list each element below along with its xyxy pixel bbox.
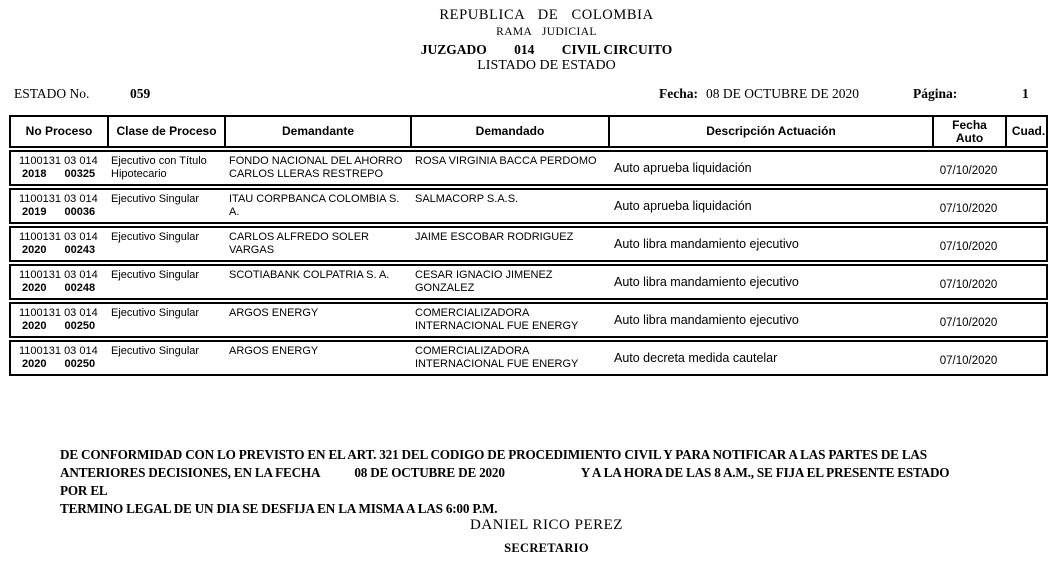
cell-cuaderno bbox=[1005, 152, 1050, 184]
col-header-descripcion: Descripción Actuación bbox=[608, 117, 932, 146]
proceso-anio-numero bbox=[19, 168, 107, 181]
cell-descripcion-actuacion: Auto aprueba liquidación bbox=[614, 198, 752, 213]
proceso-anio: 2020 bbox=[22, 282, 47, 294]
proceso-radicado: 1100131 03 014 bbox=[19, 269, 98, 281]
fecha-label: Fecha: bbox=[659, 86, 698, 101]
proceso-anio-numero bbox=[19, 320, 107, 333]
proceso-anio: 2020 bbox=[22, 358, 47, 370]
proceso-anio-numero bbox=[19, 282, 107, 295]
document-title: LISTADO DE ESTADO bbox=[477, 58, 616, 73]
estado-number-label: ESTADO No. bbox=[14, 86, 90, 101]
meta-row bbox=[0, 86, 1057, 104]
legal-notice-line1: DE CONFORMIDAD CON LO PREVISTO EN EL ART. 321 DEL CODIGO DE PROCEDIMIENTO CIVIL Y PARA NOTIFICAR A LAS PARTES DE LAS bbox=[60, 447, 927, 462]
col-header-clase: Clase de Proceso bbox=[107, 117, 224, 146]
cell-proceso bbox=[11, 152, 107, 184]
cell-clase-de-proceso: Ejecutivo Singular bbox=[111, 307, 200, 319]
cell-clase-de-proceso: Ejecutivo con Título Hipotecario bbox=[111, 155, 207, 180]
cell-descripcion-actuacion: Auto libra mandamiento ejecutivo bbox=[614, 236, 799, 251]
cell-descripcion-actuacion: Auto libra mandamiento ejecutivo bbox=[614, 312, 799, 327]
table-body bbox=[9, 150, 1048, 376]
court-type: CIVIL CIRCUITO bbox=[561, 42, 673, 57]
cell-fecha-auto: 07/10/2020 bbox=[939, 354, 998, 367]
cell-proceso bbox=[11, 266, 107, 298]
table-row bbox=[9, 226, 1048, 262]
cell-demandado: ROSA VIRGINIA BACCA PERDOMO bbox=[415, 155, 597, 167]
cell-demandante: ITAU CORPBANCA COLOMBIA S. A. bbox=[229, 193, 400, 218]
cell-clase-de-proceso: Ejecutivo Singular bbox=[111, 345, 200, 357]
fecha-value: 08 DE OCTUBRE DE 2020 bbox=[706, 86, 859, 101]
proceso-numero: 00250 bbox=[64, 320, 96, 332]
cell-descripcion-actuacion: Auto libra mandamiento ejecutivo bbox=[614, 274, 799, 289]
col-header-demandado: Demandado bbox=[410, 117, 608, 146]
cell-cuaderno bbox=[1005, 228, 1050, 260]
cell-clase-de-proceso: Ejecutivo Singular bbox=[111, 231, 200, 243]
cell-clase-de-proceso: Ejecutivo Singular bbox=[111, 269, 200, 281]
estado-table bbox=[9, 115, 1048, 376]
proceso-anio-numero bbox=[19, 244, 107, 257]
cell-cuaderno bbox=[1005, 342, 1050, 374]
table-row bbox=[9, 150, 1048, 186]
secretary-name: DANIEL RICO PEREZ bbox=[470, 517, 623, 533]
cell-fecha-auto: 07/10/2020 bbox=[939, 164, 998, 177]
legal-notice-line2-a: ANTERIORES DECISIONES, EN LA FECHA bbox=[60, 465, 321, 480]
cell-demandante: ARGOS ENERGY bbox=[229, 345, 319, 357]
cell-demandante: CARLOS ALFREDO SOLER VARGAS bbox=[229, 231, 369, 256]
proceso-numero: 00243 bbox=[64, 244, 96, 256]
proceso-numero: 00325 bbox=[64, 168, 96, 180]
col-header-cuad: Cuad. bbox=[1005, 117, 1050, 146]
proceso-radicado: 1100131 03 014 bbox=[19, 193, 98, 205]
cell-fecha-auto: 07/10/2020 bbox=[939, 202, 998, 215]
cell-proceso bbox=[11, 190, 107, 222]
pagina-value: 1 bbox=[1022, 86, 1029, 101]
pagina-label: Página: bbox=[913, 86, 958, 101]
estado-number-value: 059 bbox=[130, 86, 151, 101]
table-row bbox=[9, 302, 1048, 338]
proceso-anio: 2019 bbox=[22, 206, 47, 218]
cell-fecha-auto: 07/10/2020 bbox=[939, 240, 998, 253]
table-row bbox=[9, 340, 1048, 376]
proceso-numero: 00036 bbox=[64, 206, 96, 218]
table-row bbox=[9, 264, 1048, 300]
cell-proceso bbox=[11, 342, 107, 374]
court-number: 014 bbox=[514, 42, 535, 57]
cell-fecha-auto: 07/10/2020 bbox=[939, 278, 998, 291]
cell-cuaderno bbox=[1005, 304, 1050, 336]
proceso-anio: 2018 bbox=[22, 168, 47, 180]
cell-demandado: SALMACORP S.A.S. bbox=[415, 193, 519, 205]
proceso-anio: 2020 bbox=[22, 244, 47, 256]
proceso-radicado: 1100131 03 014 bbox=[19, 345, 98, 357]
cell-clase-de-proceso: Ejecutivo Singular bbox=[111, 193, 200, 205]
cell-demandado: COMERCIALIZADORA INTERNACIONAL FUE ENERGY bbox=[415, 307, 579, 332]
legal-notice bbox=[60, 446, 960, 518]
court-name: JUZGADO bbox=[420, 42, 487, 57]
col-header-proceso: No Proceso bbox=[25, 124, 93, 138]
table-row bbox=[9, 188, 1048, 224]
court-line bbox=[36, 41, 1057, 58]
cell-demandante: SCOTIABANK COLPATRIA S. A. bbox=[229, 269, 390, 281]
cell-demandante: FONDO NACIONAL DEL AHORRO CARLOS LLERAS RESTREPO bbox=[229, 155, 403, 180]
proceso-numero: 00250 bbox=[64, 358, 96, 370]
judicial-branch-line: RAMA JUDICIAL bbox=[496, 26, 597, 38]
republic-line: REPUBLICA DE COLOMBIA bbox=[439, 7, 654, 23]
col-header-demandante: Demandante bbox=[224, 117, 410, 146]
cell-fecha-auto: 07/10/2020 bbox=[939, 316, 998, 329]
legal-notice-fixation-date: 08 DE OCTUBRE DE 2020 bbox=[354, 465, 505, 480]
proceso-anio-numero bbox=[19, 206, 107, 219]
legal-notice-line2-b: Y A LA HORA DE LAS 8 A.M., SE FIJA EL PRESENTE ESTADO POR EL bbox=[60, 465, 950, 498]
cell-demandado: JAIME ESCOBAR RODRIGUEZ bbox=[415, 231, 574, 243]
proceso-radicado: 1100131 03 014 bbox=[19, 155, 98, 167]
secretary-title: SECRETARIO bbox=[504, 541, 589, 555]
proceso-numero: 00248 bbox=[64, 282, 96, 294]
document-header bbox=[0, 6, 1057, 74]
signature-block bbox=[0, 516, 1057, 556]
col-header-fecha-auto: Fecha Auto bbox=[932, 117, 1005, 146]
legal-notice-line3: TERMINO LEGAL DE UN DIA SE DESFIJA EN LA MISMA A LAS 6:00 P.M. bbox=[60, 501, 498, 516]
proceso-radicado: 1100131 03 014 bbox=[19, 231, 98, 243]
cell-demandado: COMERCIALIZADORA INTERNACIONAL FUE ENERGY bbox=[415, 345, 579, 370]
cell-cuaderno bbox=[1005, 266, 1050, 298]
cell-demandante: ARGOS ENERGY bbox=[229, 307, 319, 319]
cell-demandado: CESAR IGNACIO JIMENEZ GONZALEZ bbox=[415, 269, 553, 294]
cell-descripcion-actuacion: Auto decreta medida cautelar bbox=[614, 350, 778, 365]
legal-notice-line2 bbox=[60, 464, 960, 500]
cell-proceso bbox=[11, 228, 107, 260]
proceso-anio: 2020 bbox=[22, 320, 47, 332]
cell-proceso bbox=[11, 304, 107, 336]
cell-cuaderno bbox=[1005, 190, 1050, 222]
cell-descripcion-actuacion: Auto aprueba liquidación bbox=[614, 160, 752, 175]
table-header-row bbox=[9, 115, 1048, 148]
proceso-anio-numero bbox=[19, 358, 107, 371]
proceso-radicado: 1100131 03 014 bbox=[19, 307, 98, 319]
